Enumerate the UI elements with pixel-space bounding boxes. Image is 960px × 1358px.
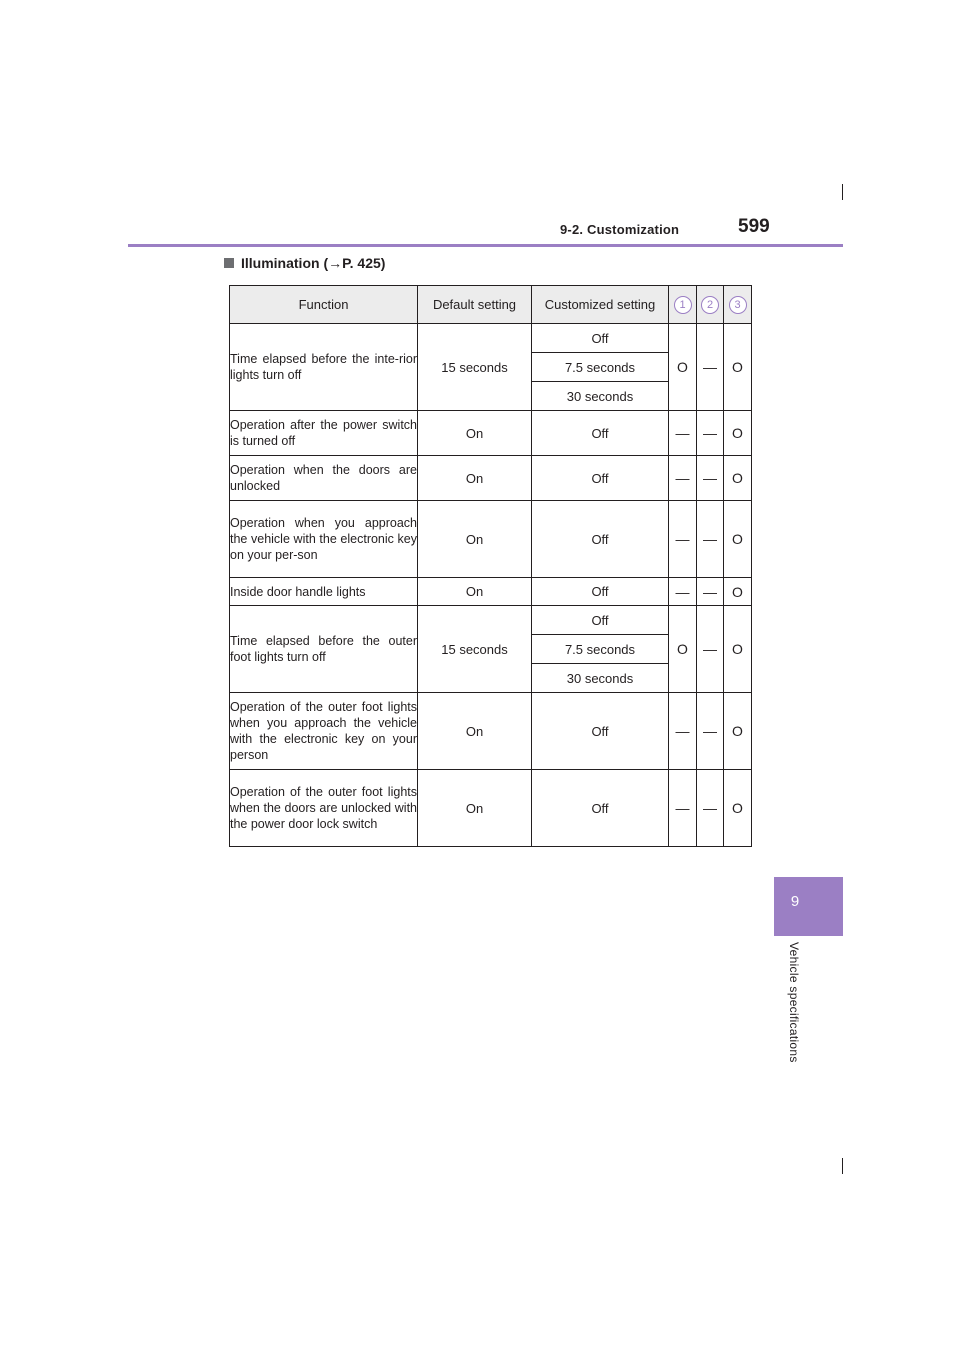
table-row <box>230 693 752 770</box>
page-number: 599 <box>738 216 770 237</box>
row-mark-3: O <box>724 456 752 501</box>
row-default: On <box>418 456 532 501</box>
header-section-title: 9-2. Customization <box>560 222 680 237</box>
row-function: Operation of the outer foot lights when the doors are unlocked with the power door lock switch <box>230 770 418 847</box>
header-method-2 <box>697 286 724 324</box>
header-method-3 <box>724 286 752 324</box>
row-mark-1: — <box>669 578 697 606</box>
table-row <box>230 411 752 456</box>
row-mark-3: O <box>724 324 752 411</box>
row-option: Off <box>532 578 669 606</box>
row-option: 7.5 seconds <box>532 635 669 664</box>
row-function: Inside door handle lights <box>230 578 418 606</box>
row-mark-3: O <box>724 411 752 456</box>
row-default: On <box>418 578 532 606</box>
header-method-1 <box>669 286 697 324</box>
crop-mark-bottom <box>842 1158 843 1174</box>
table-row <box>230 770 752 847</box>
crop-mark-top <box>842 184 843 200</box>
row-function: Operation of the outer foot lights when you approach the vehicle with the electronic key on your person <box>230 693 418 770</box>
row-default: On <box>418 411 532 456</box>
row-option: Off <box>532 501 669 578</box>
table-row <box>230 501 752 578</box>
section-title: Illumination (→P. 425) <box>241 255 386 271</box>
table-header-row <box>230 286 752 324</box>
circled-number-1-icon: 1 <box>674 296 692 314</box>
row-mark-3: O <box>724 693 752 770</box>
row-mark-2: — <box>697 693 724 770</box>
row-function: Time elapsed before the inte-rior lights turn off <box>230 324 418 411</box>
row-mark-3: O <box>724 501 752 578</box>
circled-number-2-icon: 2 <box>701 296 719 314</box>
row-mark-1: — <box>669 501 697 578</box>
row-mark-1: O <box>669 324 697 411</box>
row-mark-2: — <box>697 501 724 578</box>
row-mark-2: — <box>697 411 724 456</box>
row-option: 7.5 seconds <box>532 353 669 382</box>
row-mark-1: — <box>669 770 697 847</box>
row-mark-2: — <box>697 770 724 847</box>
circled-number-3-icon: 3 <box>729 296 747 314</box>
row-mark-2: — <box>697 456 724 501</box>
header-customized-setting: Customized setting <box>532 286 669 324</box>
row-mark-3: O <box>724 606 752 693</box>
row-option: 30 seconds <box>532 382 669 411</box>
row-default: On <box>418 770 532 847</box>
row-mark-1: O <box>669 606 697 693</box>
table-row <box>230 578 752 606</box>
row-mark-3: O <box>724 578 752 606</box>
row-option: Off <box>532 324 669 353</box>
chapter-number: 9 <box>790 893 800 910</box>
header-default-setting: Default setting <box>418 286 532 324</box>
row-default: On <box>418 693 532 770</box>
row-option: Off <box>532 693 669 770</box>
header-divider <box>128 244 843 247</box>
row-option: Off <box>532 770 669 847</box>
table-row <box>230 324 752 353</box>
row-mark-2: — <box>697 606 724 693</box>
chapter-label: Vehicle specifications <box>787 942 801 1063</box>
square-bullet-icon <box>224 258 234 268</box>
row-default: 15 seconds <box>418 324 532 411</box>
table-row <box>230 606 752 635</box>
row-default: On <box>418 501 532 578</box>
row-option: Off <box>532 411 669 456</box>
row-function: Operation when the doors are unlocked <box>230 456 418 501</box>
row-mark-3: O <box>724 770 752 847</box>
row-mark-1: — <box>669 693 697 770</box>
row-default: 15 seconds <box>418 606 532 693</box>
customization-table <box>229 285 752 847</box>
row-option: Off <box>532 606 669 635</box>
row-function: Operation after the power switch is turned off <box>230 411 418 456</box>
table-row <box>230 456 752 501</box>
section-heading <box>224 255 385 271</box>
row-function: Operation when you approach the vehicle with the electronic key on your per-son <box>230 501 418 578</box>
row-mark-2: — <box>697 578 724 606</box>
row-mark-1: — <box>669 456 697 501</box>
row-option: 30 seconds <box>532 664 669 693</box>
row-mark-2: — <box>697 324 724 411</box>
row-function: Time elapsed before the outer foot lights turn off <box>230 606 418 693</box>
row-mark-1: — <box>669 411 697 456</box>
row-option: Off <box>532 456 669 501</box>
header-function: Function <box>230 286 418 324</box>
